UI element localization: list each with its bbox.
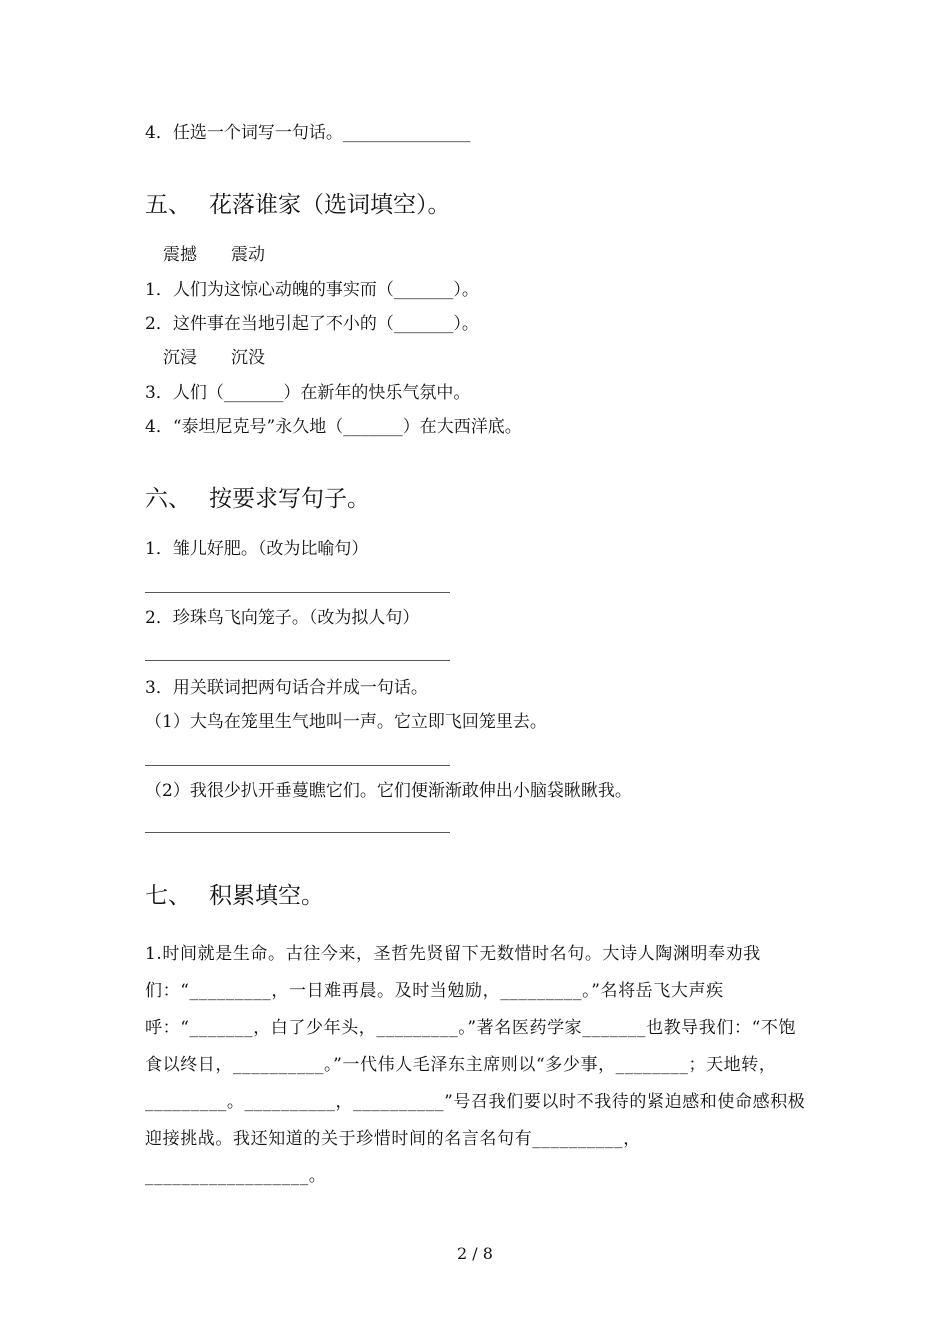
section-5-number: 五、 [145,192,191,218]
sec5-question-2: 2．这件事在当地引起了不小的（_______）。 [145,314,479,334]
answer-line-2[interactable] [145,660,450,661]
answer-line-4[interactable] [145,832,450,833]
section-7-number: 七、 [145,883,191,909]
answer-line-3[interactable] [145,765,450,766]
sec5-question-1: 1．人们为这惊心动魄的事实而（_______）。 [145,280,479,300]
section-6-title: 按要求写句子。 [209,486,370,512]
answer-line-1[interactable] [145,592,450,593]
sec5-question-3: 3．人们（_______）在新年的快乐气氛中。 [145,383,471,403]
section-7-title: 积累填空。 [209,883,324,909]
sec7-paragraph: 1.时间就是生命。古往今来，圣哲先贤留下无数惜时名句。大诗人陶渊明奉劝我们：“_________，一日难再晨。及时当勉励，_________。”名将岳飞大声疾呼：“_______，白了少年头，_________。”著名医药学家_______也教导我们：“不饱食以终日，__________。”一代伟人毛泽东主席则以“多少事，________；天地转，_________。__________，__________”号召我们要以时不我待的紧迫感和使命感积极迎接挑战。我还知道的关于珍惜时间的名言名句有__________，__________________。 [145,944,806,1186]
word-choice-a: 震撼 震动 [163,245,265,265]
section-7-heading [145,881,324,911]
sec6-question-3: 3．用关联词把两句话合并成一句话。 [145,678,428,698]
sec6-question-3b: （2）我很少扒开垂蔓瞧它们。它们便渐渐敢伸出小脑袋瞅瞅我。 [145,781,632,801]
sec5-question-4: 4．“泰坦尼克号”永久地（_______）在大西洋底。 [145,417,522,437]
sec6-question-1: 1．雏儿好肥。（改为比喻句） [145,539,369,559]
section-5-heading [145,190,451,220]
word-choice-b: 沉浸 沉没 [163,348,265,368]
section-6-number: 六、 [145,486,191,512]
section-6-heading [145,484,370,514]
top-question-line: 4．任选一个词写一句话。_______________ [145,123,471,143]
page-number: 2 / 8 [457,1244,493,1263]
section-5-title: 花落谁家（选词填空）。 [209,192,451,218]
sec6-question-2: 2．珍珠鸟飞向笼子。（改为拟人句） [145,608,420,628]
sec6-question-3a: （1）大鸟在笼里生气地叫一声。它立即飞回笼里去。 [145,712,547,732]
